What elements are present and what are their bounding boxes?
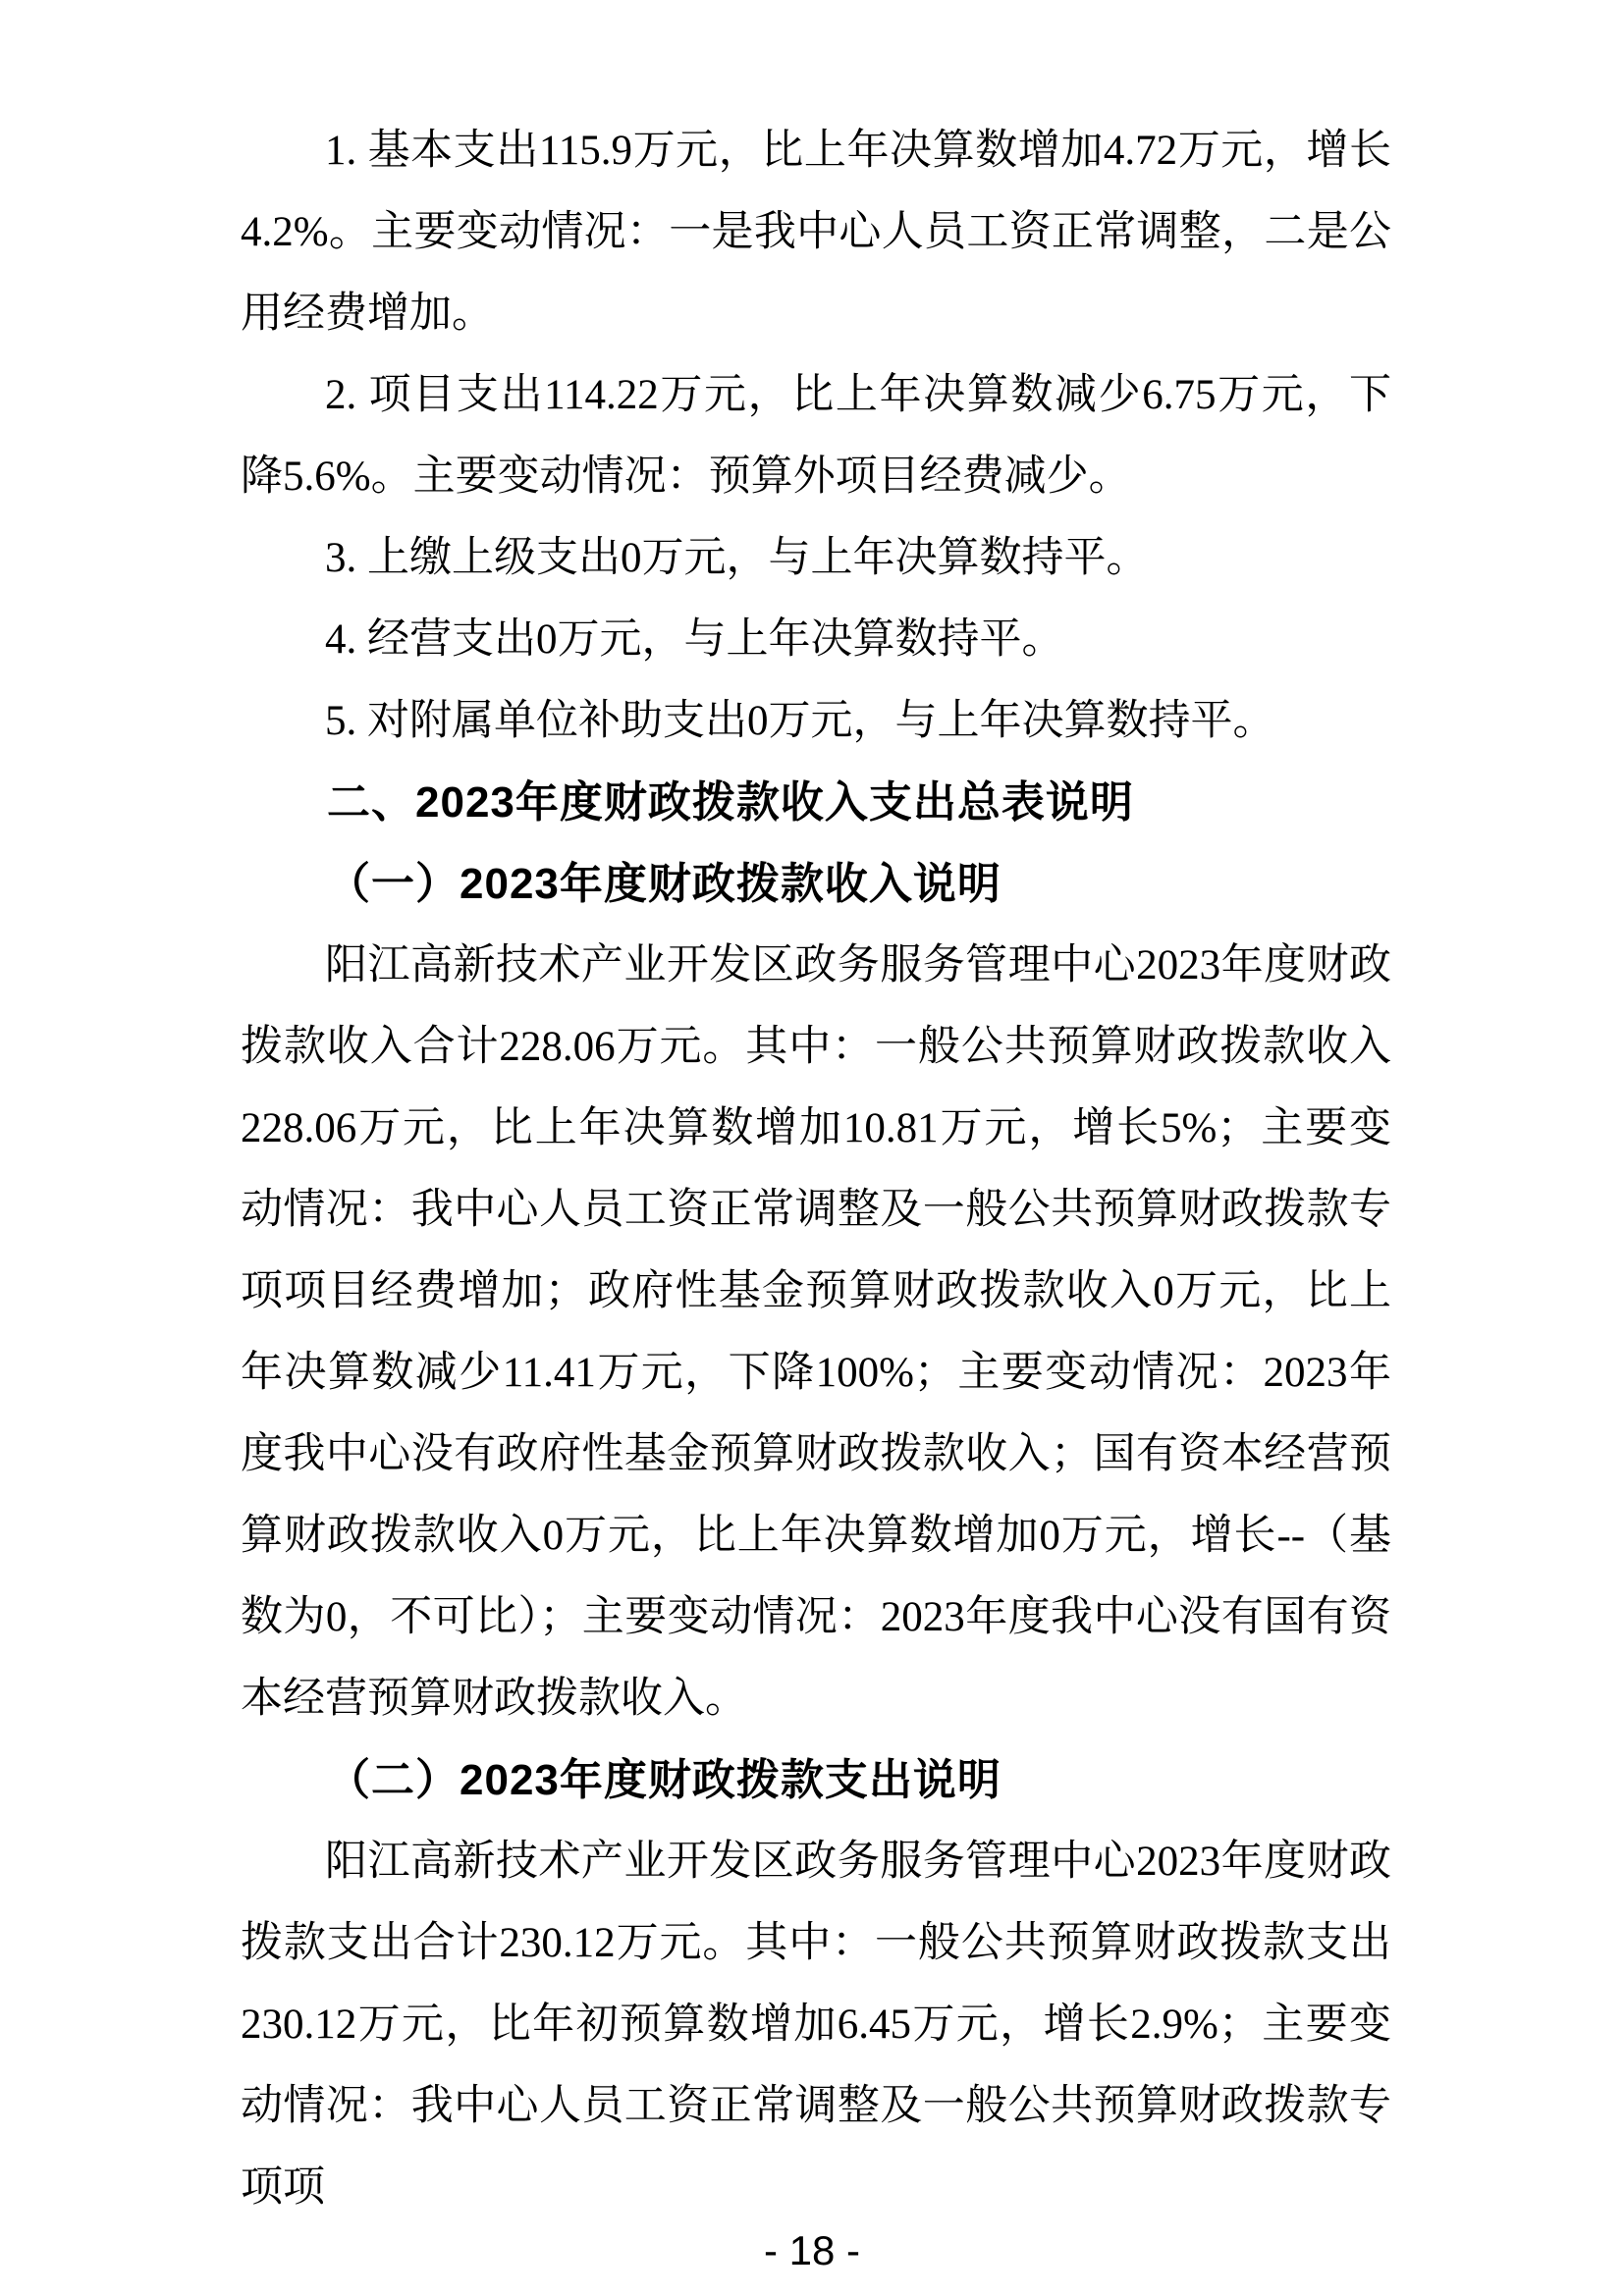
section-heading: 二、2023年度财政拨款收入支出总表说明	[327, 778, 1134, 827]
body-paragraph: 阳江高新技术产业开发区政务服务管理中心2023年度财政拨款支出合计230.12万元。其中：一般公共预算财政拨款支出230.12万元，比年初预算数增加6.45万元，增长2.9%；主要变动情况：我中心人员工资正常调整及一般公共预算财政拨款专项项	[241, 1839, 1391, 2211]
section-heading: （一）2023年度财政拨款收入说明	[327, 860, 1001, 908]
body-paragraph: 5. 对附属单位补助支出0万元，与上年决算数持平。	[325, 698, 1275, 744]
body-paragraph: 3. 上缴上级支出0万元，与上年决算数持平。	[325, 535, 1149, 581]
section-heading: （二）2023年度财政拨款支出说明	[327, 1756, 1001, 1804]
body-paragraph: 阳江高新技术产业开发区政务服务管理中心2023年度财政拨款收入合计228.06万元。其中：一般公共预算财政拨款收入228.06万元，比上年决算数增加10.81万元，增长5%；主要变动情况：我中心人员工资正常调整及一般公共预算财政拨款专项项目经费增加；政府性基金预算财政拨款收入0万元，比上年决算数减少11.41万元，下降100%；主要变动情况：2023年度我中心没有政府性基金预算财政拨款收入；国有资本经营预算财政拨款收入0万元，比上年决算数增加0万元，增长--（基数为0，不可比）；主要变动情况：2023年度我中心没有国有资本经营预算财政拨款收入。	[241, 942, 1391, 1722]
body-paragraph: 2. 项目支出114.22万元，比上年决算数减少6.75万元，下降5.6%。主要变动情况：预算外项目经费减少。	[241, 372, 1391, 500]
body-paragraph: 1. 基本支出115.9万元，比上年决算数增加4.72万元，增长4.2%。主要变动情况：一是我中心人员工资正常调整，二是公用经费增加。	[241, 128, 1391, 337]
page-number: - 18 -	[763, 2227, 861, 2273]
document-body	[241, 110, 1391, 2228]
body-paragraph: 4. 经营支出0万元，与上年决算数持平。	[325, 616, 1064, 663]
